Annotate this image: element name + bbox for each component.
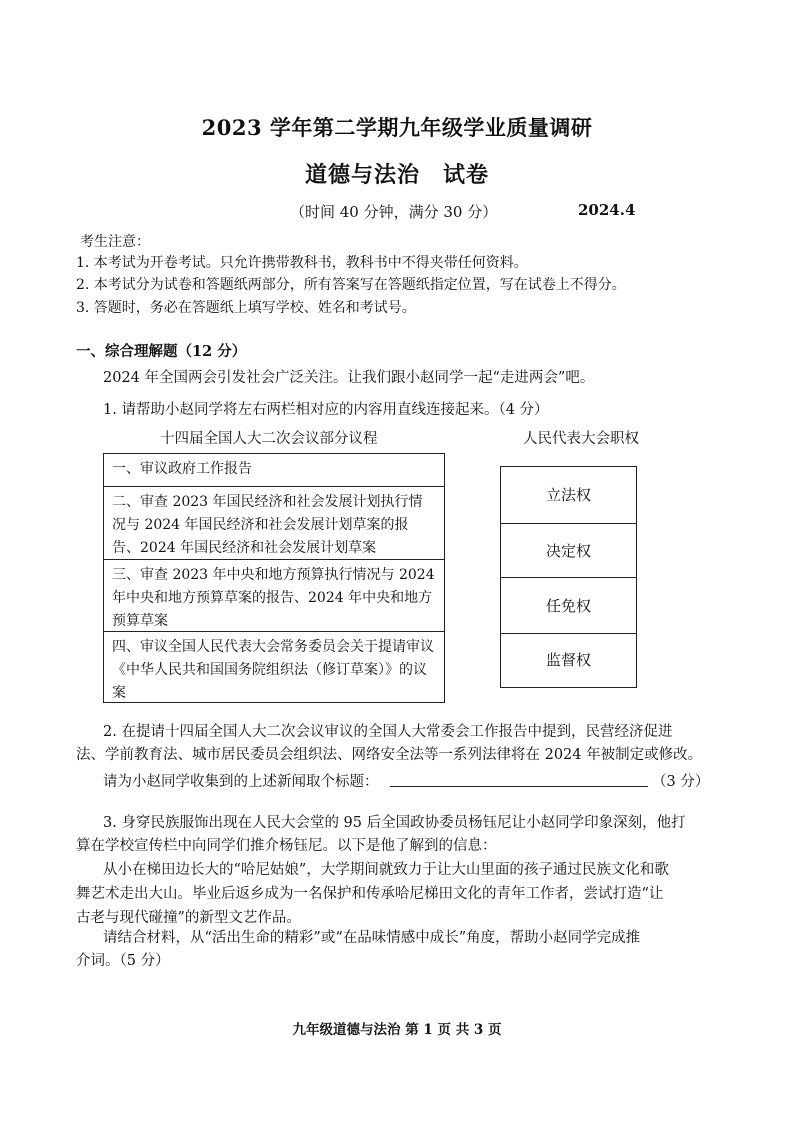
left-column-title: 十四届全国人大二次会议部分议程 [160,431,378,447]
agenda-item: 三、审查 2023 年中央和地方预算执行情况与 2024 年中央和地方预算草案的报告、2024 年中央和地方预算草案 [104,560,444,632]
notice-heading: 考生注意： [80,234,150,250]
q3-material: 古老与现代碰撞”的新型文艺作品。 [76,910,301,926]
q2-text: 法、学前教育法、城市居民委员会组织法、网络安全法等一系列法律将在 2024 年被制定或修改。 [76,747,703,763]
q2-score: （3 分） [652,774,710,790]
powers-table [500,466,637,688]
notice-item: 3. 答题时，务必在答题纸上填写学校、姓名和考试号。 [76,300,416,316]
agenda-item: 四、审议全国人民代表大会常务委员会关于提请审议《中华人民共和国国务院组织法（修订草案）》的议案 [112,639,434,701]
agenda-item: 一、审议政府工作报告 [104,454,444,487]
right-column-title: 人民代表大会职权 [523,431,639,447]
power-item: 决定权 [501,524,636,578]
exam-title: 2023 学年第二学期九年级学业质量调研 [201,115,593,140]
q3-text: 3. 身穿民族服饰出现在人民大会堂的 95 后全国政协委员杨钰尼让小赵同学印象深刻，他打 [103,815,686,831]
q3-material: 舞艺术走出大山。毕业后返乡成为一名保护和传承哈尼梯田文化的青年工作者，尝试打造“让 [76,886,664,902]
section-intro: 2024 年全国两会引发社会广泛关注。让我们跟小赵同学一起“走进两会”吧。 [103,370,595,386]
power-item: 立法权 [501,467,636,524]
answer-blank[interactable] [390,786,648,787]
notice-item: 2. 本考试分为试卷和答题纸两部分，所有答案写在答题纸指定位置，写在试卷上不得分。 [76,277,626,293]
q2-text: 2. 在提请十四届全国人大二次会议审议的全国人大常委会工作报告中提到，民营经济促进 [103,724,673,740]
q3-text: 算在学校宣传栏中向同学们推介杨钰尼。以下是他了解到的信息： [76,838,497,854]
q2-prompt: 请为小赵同学收集到的上述新闻取个标题： [103,774,379,790]
exam-date: 2024.4 [578,201,636,219]
page-footer: 九年级道德与法治 第 1 页 共 3 页 [292,1022,502,1038]
q3-material: 从小在梯田边长大的“哈尼姑娘”，大学期间就致力于让大山里面的孩子通过民族文化和歌 [103,862,669,878]
q1-prompt: 1. 请帮助小赵同学将左右两栏相对应的内容用直线连接起来。（4 分） [103,402,549,418]
agenda-item: 二、审查 2023 年国民经济和社会发展计划执行情况与 2024 年国民经济和社会发展计划草案的报告、2024 年国民经济和社会发展计划草案 [104,487,444,560]
notice-item: 1. 本考试为开卷考试。只允许携带教科书，教科书中不得夹带任何资料。 [76,255,528,271]
subject-title: 道德与法治 试卷 [304,162,489,188]
q3-ask: 介词。（5 分） [76,953,170,969]
time-info: （时间 40 分钟，满分 30 分） [290,203,498,221]
agenda-table [103,453,445,703]
power-item: 监督权 [545,651,591,669]
power-item: 任免权 [501,578,636,634]
section-heading: 一、综合理解题（12 分） [76,343,247,360]
q3-ask: 请结合材料，从“活出生命的精彩”或“在品味情感中成长”角度，帮助小赵同学完成推 [103,930,641,946]
